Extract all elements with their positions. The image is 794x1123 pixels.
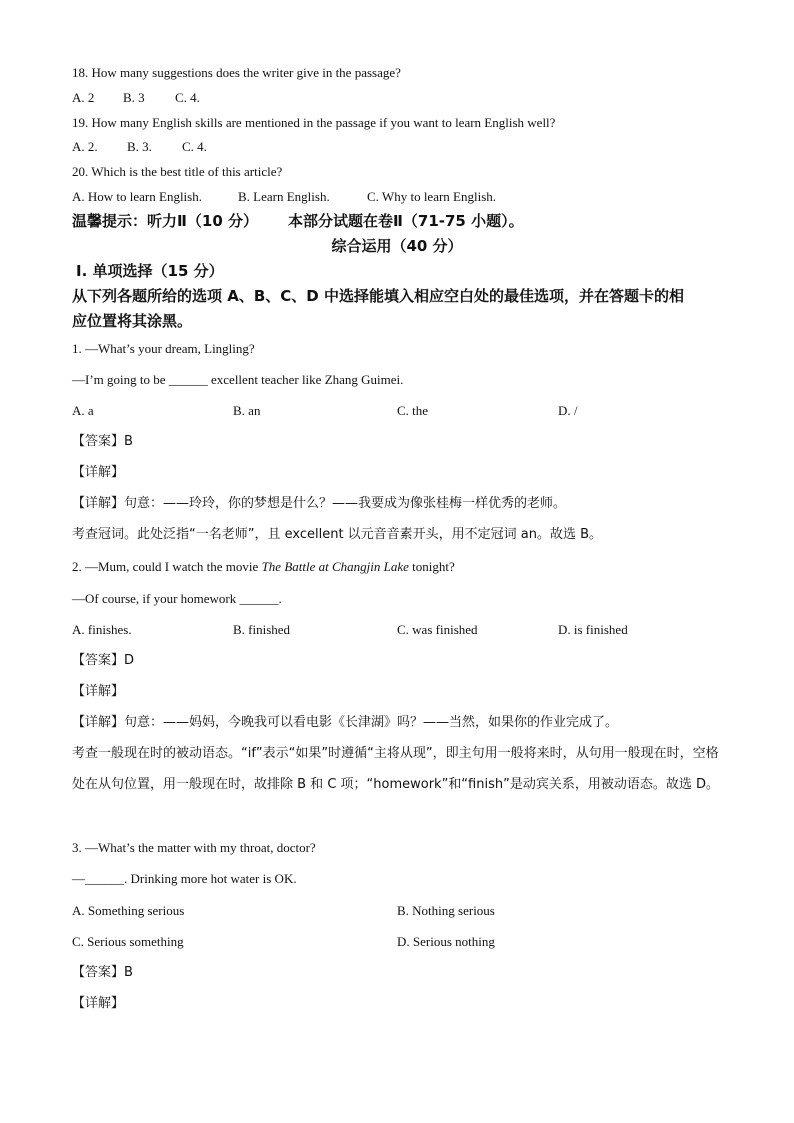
question-2-suffix: tonight? [408,559,455,574]
option-a: A. 2. [72,139,98,154]
detail-label: 【详解】 [72,996,125,1011]
option-a: A. How to learn English. [72,189,202,204]
detail-label: 【详解】 [72,465,125,480]
question-18-options [72,89,200,107]
answer-label: 【答案】B [72,965,133,980]
part1-title: Ⅰ. 单项选择（15 分） [76,262,224,280]
option-c: C. Serious something [72,934,184,949]
question-1-line-2: —I’m going to be ______ excellent teacher like Zhang Guimei. [72,372,404,387]
question-2-line-1 [72,558,455,576]
question-20-options [72,188,496,206]
tip-left: 温馨提示：听力Ⅱ（10 分） [72,212,258,230]
question-19-options [72,138,207,156]
question-20: 20. Which is the best title of this article? [72,164,283,179]
option-a: A. a [72,403,94,418]
detail-translation: 【详解】句意：——玲玲，你的梦想是什么？——我要成为像张桂梅一样优秀的老师。 [72,496,567,511]
question-19: 19. How many English skills are mentioned in the passage if you want to learn English well? [72,115,556,130]
option-c: C. Why to learn English. [367,189,497,204]
question-18: 18. How many suggestions does the writer give in the passage? [72,65,401,80]
instruction-line-1: 从下列各题所给的选项 A、B、C、D 中选择能填入相应空白处的最佳选项，并在答题卡的相 [72,287,684,305]
answer-label: 【答案】D [72,653,135,668]
detail-explanation: 考查一般现在时的被动语态。“if”表示“如果”时遵循“主将从现”，即主句用一般将来时，从句用一般现在时，空格处在从句位置，用一般现在时，故排除 B 和 C 项；“homework”和“finish”是动宾关系，用被动语态。故选 D。 [72,746,719,792]
option-d: D. Serious nothing [397,934,495,949]
option-c: C. 4. [175,90,200,105]
option-d: D. is finished [558,622,628,637]
option-d: D. / [558,403,578,418]
option-a: A. Something serious [72,903,185,918]
detail-translation: 【详解】句意：——妈妈，今晚我可以看电影《长津湖》吗？——当然，如果你的作业完成了。 [72,715,619,730]
option-b: B. 3. [127,139,152,154]
option-a: A. 2 [72,90,95,105]
option-b: B. an [233,403,261,418]
question-3-options-row-1 [72,902,495,920]
detail-label: 【详解】 [72,684,125,699]
instruction-line-2: 应位置将其涂黑。 [72,312,193,330]
option-b: B. finished [233,622,291,637]
detail-explanation: 考查冠词。此处泛指“一名老师”，且 excellent 以元音音素开头，用不定冠词 an。故选 B。 [72,527,603,542]
question-2-line-2: —Of course, if your homework ______. [72,591,282,606]
question-1-line-1: 1. —What’s your dream, Lingling? [72,341,255,356]
answer-label: 【答案】B [72,434,133,449]
question-1-options [72,402,578,420]
tip-right: 本部分试题在卷Ⅱ（71-75 小题）。 [288,212,524,230]
question-2-prefix: 2. —Mum, could I watch the movie [72,559,262,574]
option-c: C. was finished [397,622,478,637]
option-a: A. finishes. [72,622,132,637]
section-title: 综合运用（40 分） [331,237,463,255]
option-b: B. 3 [123,90,145,105]
option-b: B. Learn English. [238,189,330,204]
option-c: C. 4. [182,139,207,154]
listening-tip [72,211,524,231]
question-3-line-1: 3. —What’s the matter with my throat, doctor? [72,840,316,855]
question-3-line-2: —______. Drinking more hot water is OK. [72,871,297,886]
option-c: C. the [397,403,429,418]
option-b: B. Nothing serious [397,903,495,918]
question-2-options [72,621,628,639]
question-3-options-row-2 [72,933,495,951]
movie-title: The Battle at Changjin Lake [261,559,409,574]
